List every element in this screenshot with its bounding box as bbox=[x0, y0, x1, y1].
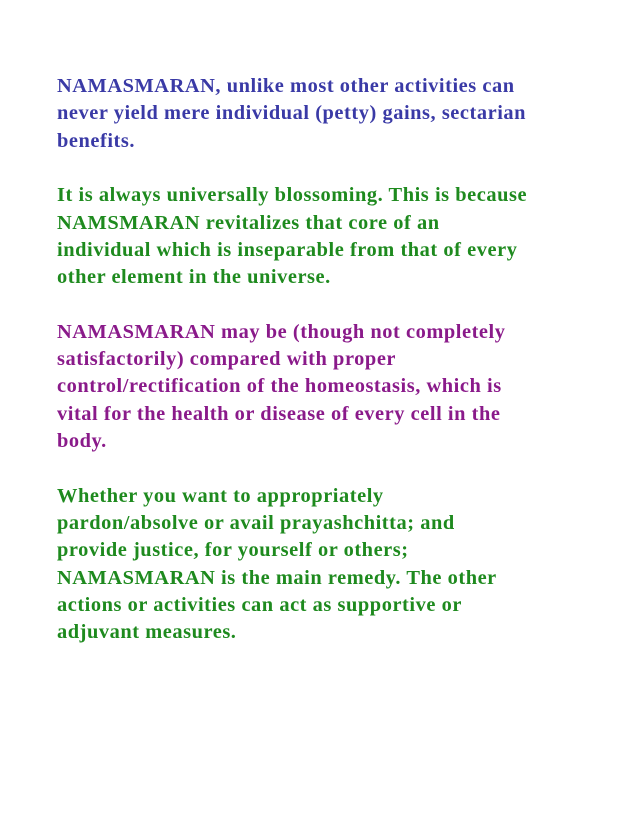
paragraph-4 bbox=[57, 483, 617, 647]
text-line: individual which is inseparable from that of every bbox=[57, 238, 518, 261]
text-line: control/rectification of the homeostasis, which is bbox=[57, 375, 502, 398]
paragraph-2 bbox=[57, 182, 617, 291]
text-line: pardon/absolve or avail prayashchitta; and bbox=[57, 512, 455, 535]
text-line: satisfactorily) compared with proper bbox=[57, 348, 397, 371]
text-line: NAMASMARAN, unlike most other activities can bbox=[57, 75, 515, 97]
text-line: vital for the health or disease of every cell in the bbox=[57, 402, 501, 425]
text-line: provide justice, for yourself or others; bbox=[57, 539, 409, 562]
text-line: Whether you want to appropriately bbox=[57, 484, 384, 507]
paragraph-1 bbox=[57, 73, 617, 155]
text-line: benefits. bbox=[57, 129, 136, 152]
text-line: other element in the universe. bbox=[57, 266, 331, 289]
text-line: NAMASMARAN may be (though not completely bbox=[57, 320, 506, 343]
text-line: body. bbox=[57, 430, 107, 453]
text-line: NAMSMARAN revitalizes that core of an bbox=[57, 211, 440, 234]
text-line: NAMASMARAN is the main remedy. The other bbox=[57, 566, 497, 589]
text-line: actions or activities can act as supportive or bbox=[57, 593, 462, 616]
paragraph-3 bbox=[57, 319, 617, 455]
text-line: It is always universally blossoming. This is because bbox=[57, 184, 528, 207]
document-body bbox=[57, 73, 617, 674]
text-line: adjuvant measures. bbox=[57, 621, 237, 644]
text-line: never yield mere individual (petty) gains, sectarian bbox=[57, 102, 527, 125]
